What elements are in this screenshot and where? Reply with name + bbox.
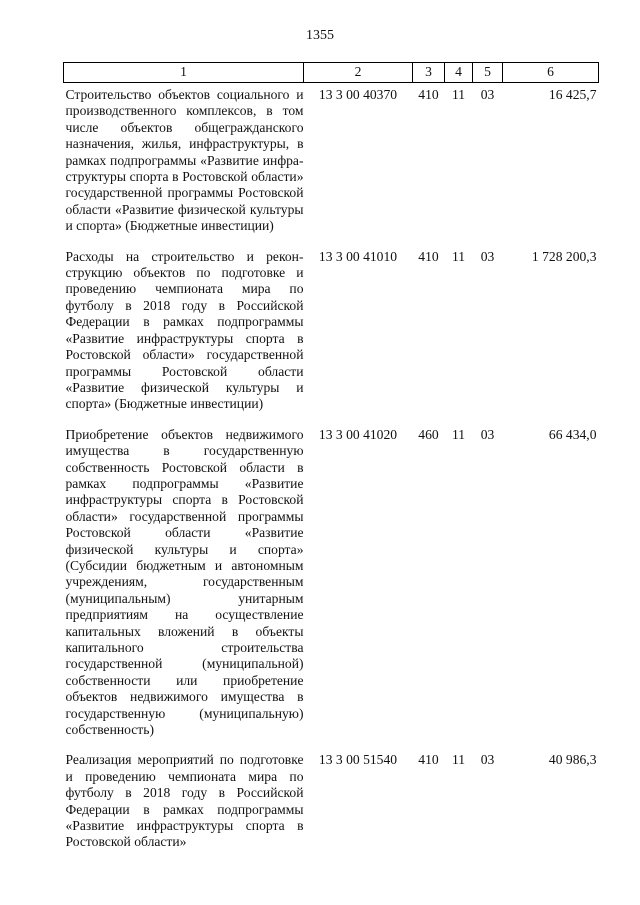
row-expense-type: 410 — [418, 248, 439, 264]
row-amount: 40 986,3 — [548, 752, 597, 768]
row-amount: 1 728 200,3 — [531, 248, 597, 264]
column-header-1: 1 — [64, 63, 304, 83]
row-expense-type: 410 — [418, 87, 439, 102]
row-expense-type: 460 — [418, 426, 439, 442]
row-target-code: 13 3 00 51540 — [318, 752, 398, 768]
row-target-code: 13 3 00 40370 — [318, 87, 398, 102]
column-header-2: 2 — [304, 63, 413, 83]
row-section: 11 — [451, 426, 466, 442]
row-name: Строительство объектов социального и производственного комплексов, в том числе объектов общегражданского назначения, жилья, инфраструктуры, в рамках подпрограммы «Развитие инфраструктуры спорта в Ростовской области» государственной программы Ростовской области «Развитие физической культуры и спорта» (Бюджетные инвестиции) — [65, 87, 304, 234]
row-amount: 16 425,7 — [548, 87, 597, 102]
row-name: Расходы на строительство и реконструкцию объектов по подготовке и проведению чемпионата мира по футболу в 2018 году в Российской Федерации в рамках подпрограммы «Развитие инфраструктуры спорта в Ростовской области» государственной программы Ростовской области «Развитие физической культуры и спорта» (Бюджетные инвестиции) — [65, 248, 304, 412]
row-name: Реализация мероприятий по подготовке и проведению чемпионата мира по футболу в 2018 году в Российской Федерации в рамках подпрограммы «Развитие инфраструктуры спорта в Ростовской области» — [65, 752, 304, 850]
row-subsection: 03 — [480, 426, 495, 442]
table-header — [64, 63, 599, 83]
table-row — [64, 423, 599, 749]
row-subsection: 03 — [480, 248, 495, 264]
column-header-3: 3 — [413, 63, 445, 83]
page-number: 1355 — [306, 28, 334, 43]
row-subsection: 03 — [480, 752, 495, 768]
row-section: 11 — [451, 752, 466, 768]
table-row — [64, 245, 599, 423]
row-section: 11 — [451, 248, 466, 264]
row-subsection: 03 — [480, 87, 495, 102]
row-name: Приобретение объектов недвижимого имущества в государственную собственность Ростовской области в рамках подпрограммы «Развитие инфраструктуры спорта в Ростовской области» государственной программы Ростовской области «Развитие физической культуры и спорта» (Субсидии бюджетным и автономным учреждениям, государственным (муниципальным) унитарным предприятиям на осуществление капитальных вложений в объекты капитального строительства государственной (муниципальной) собственности или приобретение объектов недвижимого имущества в государственную (муниципальную) собственность) — [65, 426, 304, 738]
row-section: 11 — [451, 87, 466, 102]
column-header-4: 4 — [445, 63, 473, 83]
row-target-code: 13 3 00 41020 — [318, 426, 398, 442]
table-row — [64, 748, 599, 860]
column-header-6: 6 — [503, 63, 599, 83]
row-expense-type: 410 — [418, 752, 439, 768]
column-header-5: 5 — [473, 63, 503, 83]
row-target-code: 13 3 00 41010 — [318, 248, 398, 264]
table-row — [64, 83, 599, 245]
budget-table — [63, 62, 599, 861]
row-amount: 66 434,0 — [548, 426, 597, 442]
